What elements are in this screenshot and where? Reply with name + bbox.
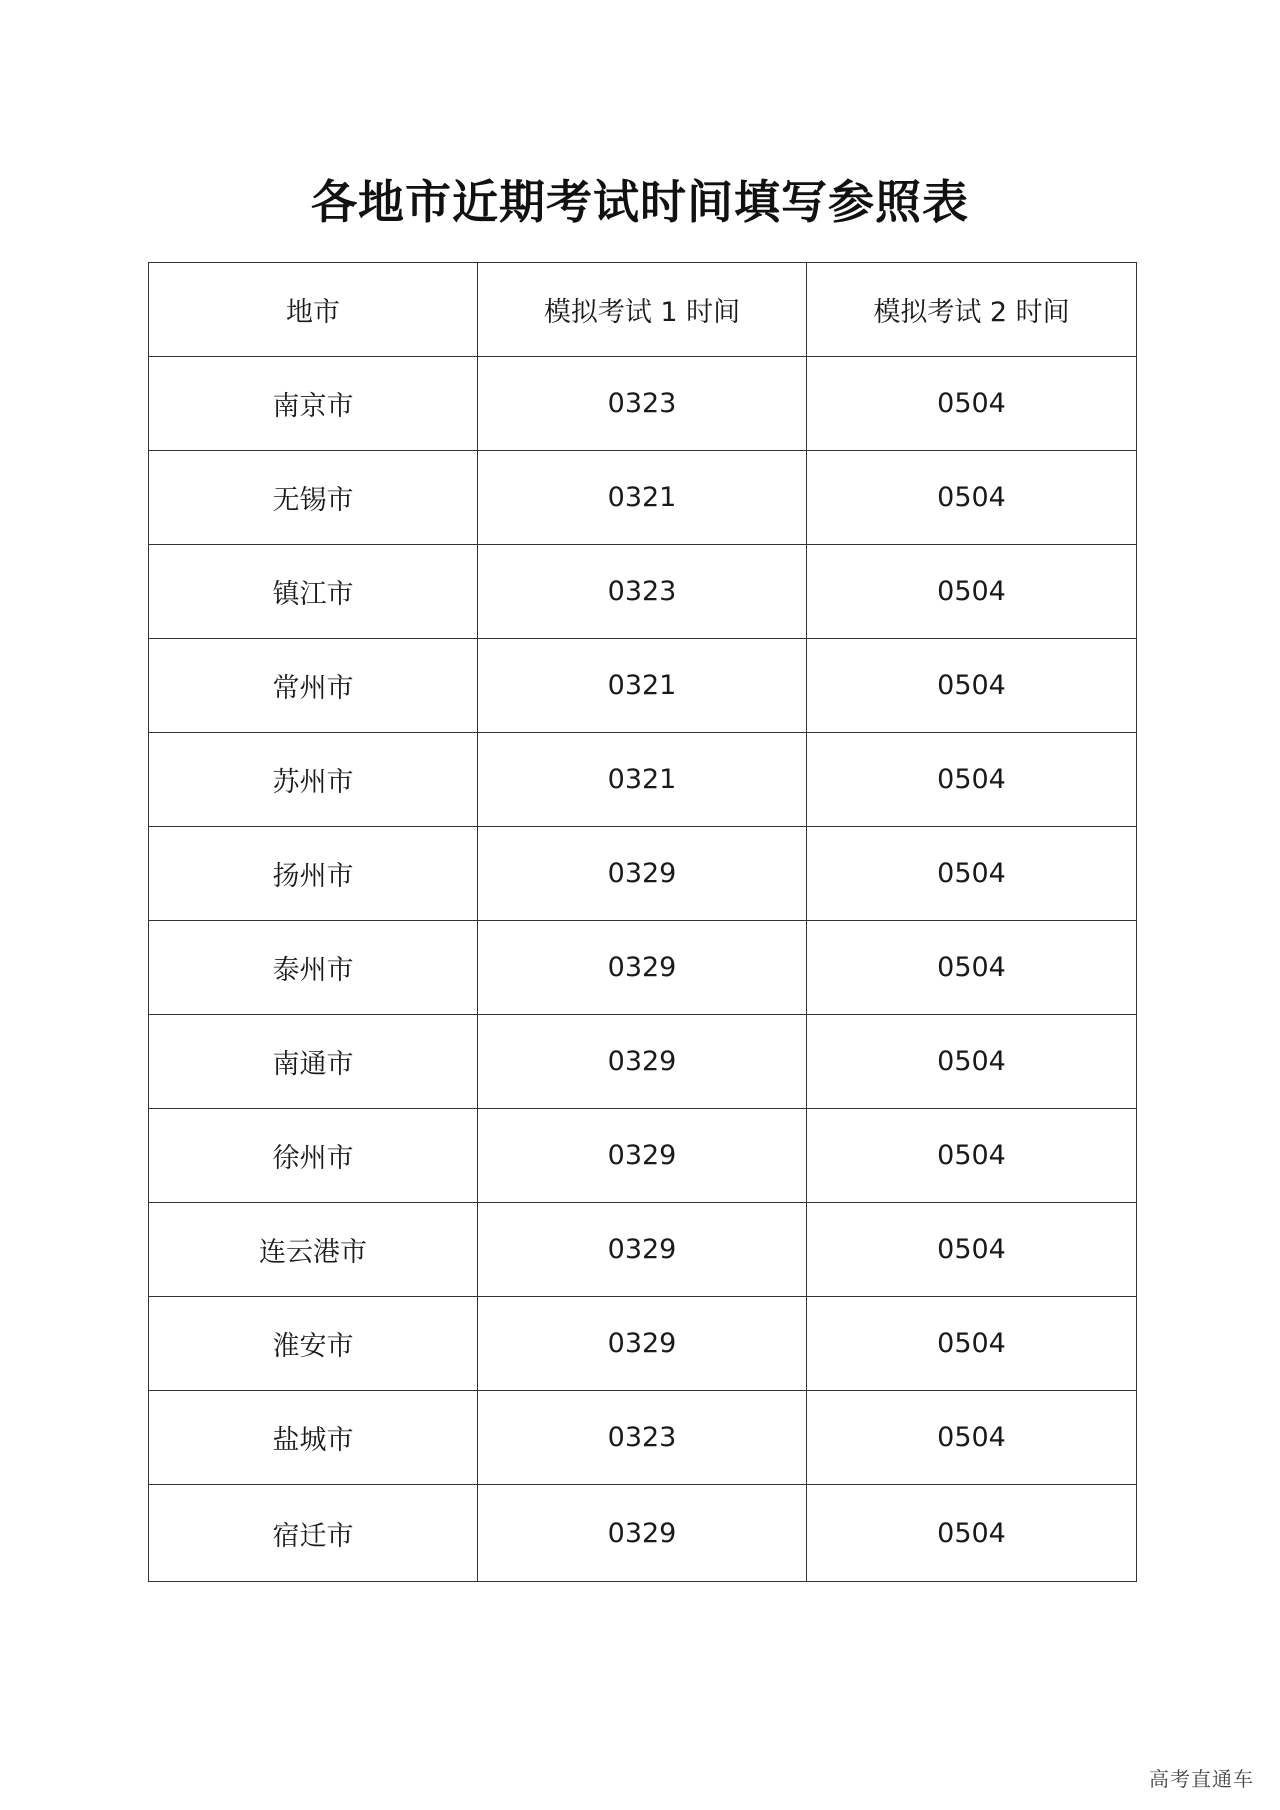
mock-exam-1-cell: 0329 — [478, 1015, 807, 1109]
mock-exam-1-cell: 0329 — [478, 921, 807, 1015]
table-row — [149, 545, 1137, 639]
mock-exam-1-cell: 0329 — [478, 827, 807, 921]
city-cell: 无锡市 — [149, 451, 478, 545]
header-mock-exam-2-time: 模拟考试 2 时间 — [807, 263, 1137, 357]
mock-exam-1-cell: 0323 — [478, 1391, 807, 1485]
page-title: 各地市近期考试时间填写参照表 — [311, 175, 969, 229]
mock-exam-1-cell: 0323 — [478, 545, 807, 639]
header-city: 地市 — [149, 263, 478, 357]
mock-exam-2-cell: 0504 — [807, 733, 1137, 827]
city-cell: 淮安市 — [149, 1297, 478, 1391]
city-cell: 镇江市 — [149, 545, 478, 639]
mock-exam-2-cell: 0504 — [807, 545, 1137, 639]
table-row — [149, 921, 1137, 1015]
mock-exam-1-cell: 0321 — [478, 451, 807, 545]
city-cell: 连云港市 — [149, 1203, 478, 1297]
mock-exam-1-cell: 0329 — [478, 1203, 807, 1297]
table-row — [149, 1391, 1137, 1485]
city-cell: 扬州市 — [149, 827, 478, 921]
mock-exam-1-cell: 0321 — [478, 733, 807, 827]
mock-exam-2-cell: 0504 — [807, 639, 1137, 733]
mock-exam-1-cell: 0323 — [478, 357, 807, 451]
mock-exam-2-cell: 0504 — [807, 1485, 1137, 1582]
table-row — [149, 827, 1137, 921]
mock-exam-1-cell: 0329 — [478, 1485, 807, 1582]
mock-exam-1-cell: 0329 — [478, 1297, 807, 1391]
mock-exam-2-cell: 0504 — [807, 827, 1137, 921]
table-row — [149, 1203, 1137, 1297]
table-row — [149, 357, 1137, 451]
table-row — [149, 1015, 1137, 1109]
header-mock-exam-1-time: 模拟考试 1 时间 — [478, 263, 807, 357]
city-cell: 宿迁市 — [149, 1485, 478, 1582]
mock-exam-2-cell: 0504 — [807, 1391, 1137, 1485]
table-header-row — [149, 263, 1137, 357]
mock-exam-2-cell: 0504 — [807, 357, 1137, 451]
table-row — [149, 1109, 1137, 1203]
mock-exam-2-cell: 0504 — [807, 451, 1137, 545]
mock-exam-2-cell: 0504 — [807, 1297, 1137, 1391]
mock-exam-2-cell: 0504 — [807, 921, 1137, 1015]
table-row — [149, 639, 1137, 733]
watermark: 高考直通车 — [1149, 1767, 1254, 1791]
city-cell: 徐州市 — [149, 1109, 478, 1203]
table-row — [149, 451, 1137, 545]
mock-exam-2-cell: 0504 — [807, 1015, 1137, 1109]
city-cell: 泰州市 — [149, 921, 478, 1015]
mock-exam-1-cell: 0329 — [478, 1109, 807, 1203]
mock-exam-2-cell: 0504 — [807, 1109, 1137, 1203]
exam-schedule-table — [148, 262, 1137, 1582]
city-cell: 盐城市 — [149, 1391, 478, 1485]
table-row — [149, 733, 1137, 827]
table-row — [149, 1485, 1137, 1582]
city-cell: 常州市 — [149, 639, 478, 733]
table-row — [149, 1297, 1137, 1391]
mock-exam-2-cell: 0504 — [807, 1203, 1137, 1297]
city-cell: 南通市 — [149, 1015, 478, 1109]
mock-exam-1-cell: 0321 — [478, 639, 807, 733]
city-cell: 苏州市 — [149, 733, 478, 827]
city-cell: 南京市 — [149, 357, 478, 451]
